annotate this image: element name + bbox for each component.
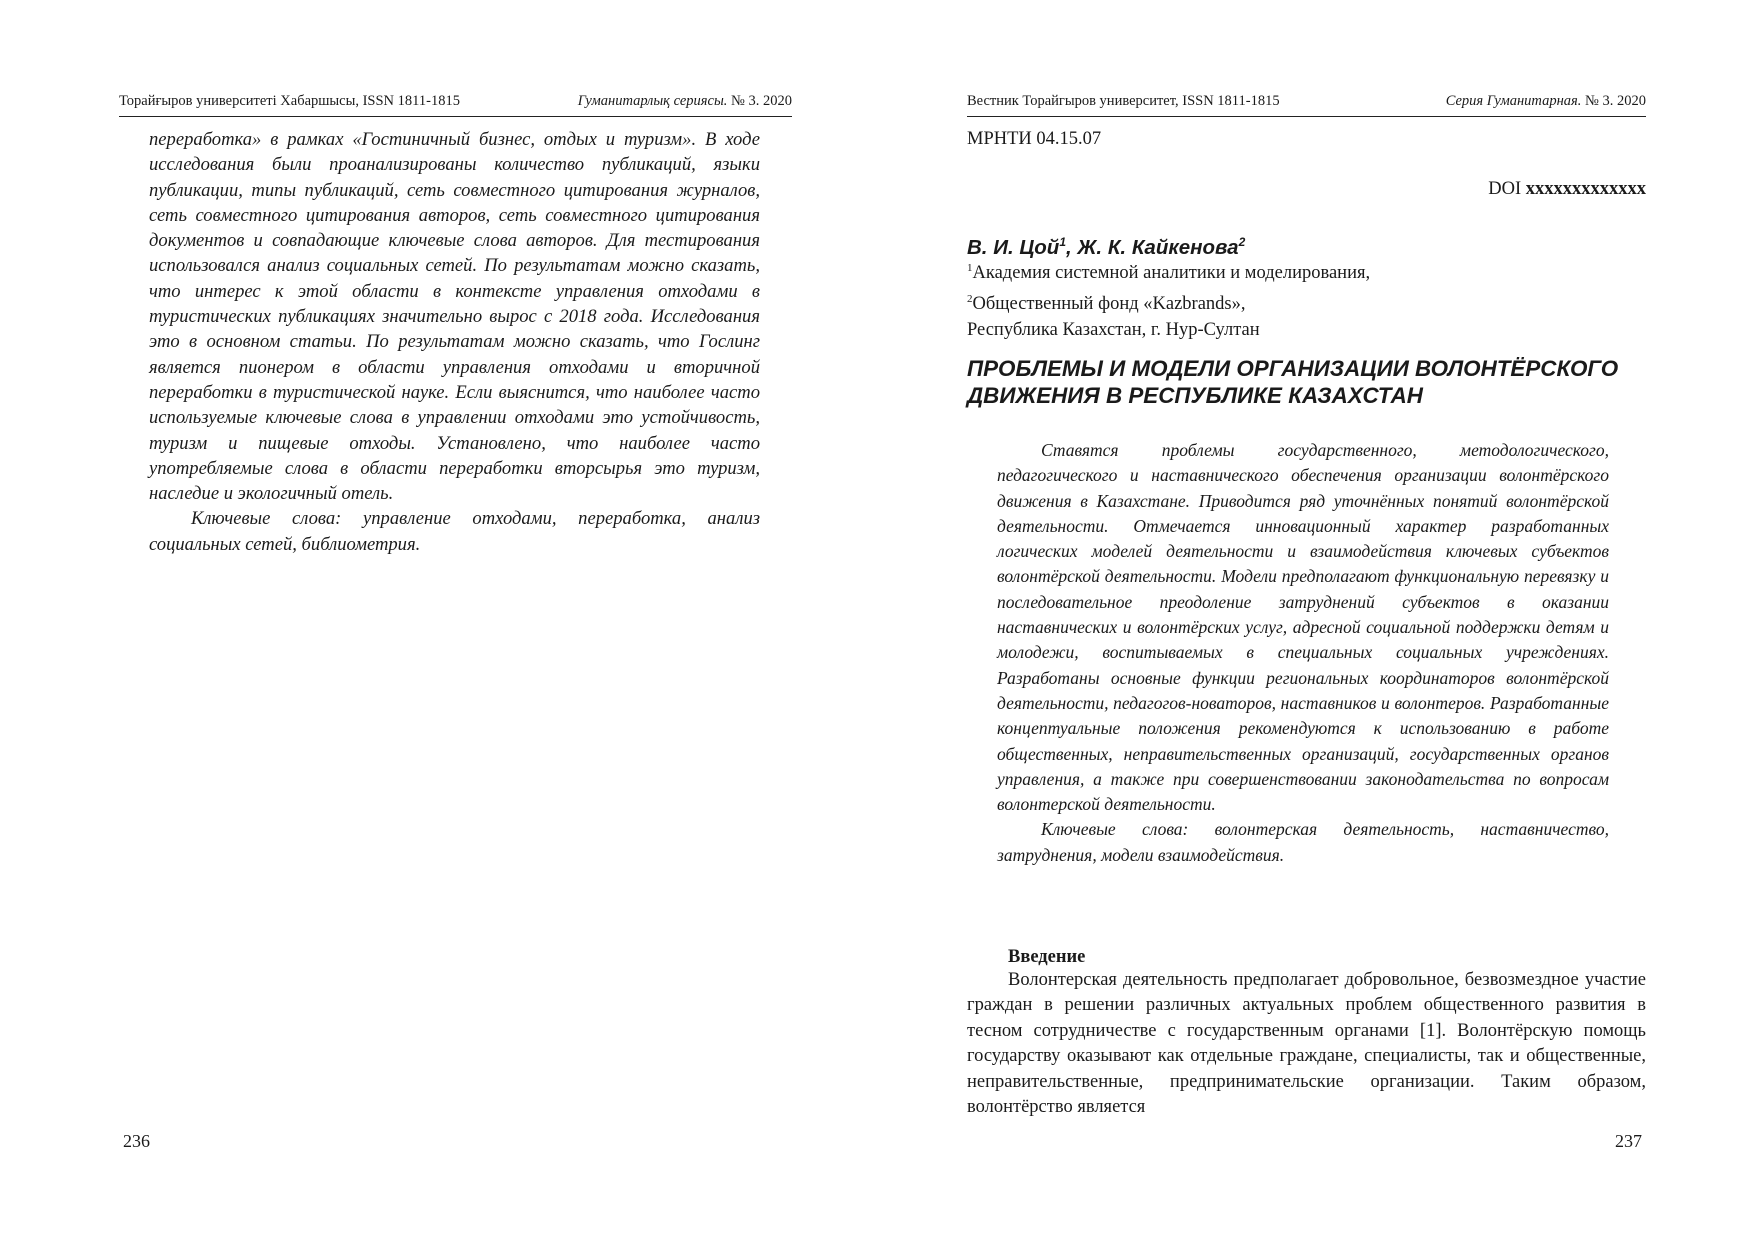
page-number: 236: [123, 1131, 150, 1151]
affiliation-line: [967, 317, 1370, 343]
paragraph: Волонтерская деятельность предполагает добровольное, безвозмездное участие граждан в решении различных актуальных проблем общественного развития в тесном сотрудничестве с государственным органами [1]. Волонтёрскую помощь государству оказывают как отдельные граждане, специалисты, так и общественные, неправительственные, предпринимательские организации. Таким образом, волонтёрство является: [967, 970, 1646, 1118]
running-header: [119, 92, 792, 117]
running-header: [967, 92, 1646, 117]
affiliation-text: Общественный фонд «Kazbrands»,: [972, 294, 1246, 315]
issue-number: № 3. 2020: [1585, 93, 1646, 109]
affiliation-mark: 2: [967, 293, 973, 306]
abstract-text: Ставятся проблемы государственного, методологического, педагогического и наставнического обеспечения организации волонтёрского движения в Казахстане. Приводится ряд уточнённых понятий волонтёрской деятельности. Отмечается инновационный характер разработанных логических моделей деятельности и взаимодействия ключевых субъектов волонтёрской деятельности. Модели предполагают функциональную перевязку и последовательное преодоление затруднений субъектов в оказании наставнических и волонтёрских услуг, адресной социальной поддержки детям и молодежи, воспитываемых в специальных социальных учреждениях. Разработаны основные функции региональных координаторов волонтёрской деятельности, педагогов-новаторов, наставников и волонтеров. Разработанные концептуальные положения рекомендуются к использованию в работе общественных, неправительственных организаций, государственных органов управления, а также при совершенствовании законодательства по вопросам волонтерской деятельности.: [997, 440, 1609, 815]
series-name: Гуманитарлық сериясы.: [577, 93, 728, 109]
journal-name: Торайғыров университеті Хабаршысы, ISSN 1811-1815: [119, 93, 460, 109]
author-separator: ,: [1066, 235, 1078, 259]
author-name: В. И. Цой: [967, 235, 1060, 259]
intro-body: [967, 968, 1646, 1120]
doi: [1488, 178, 1646, 200]
abstract: [997, 438, 1609, 868]
left-page: [0, 0, 874, 1241]
abstract-continuation: [149, 127, 760, 557]
udc-code: МРНТИ 04.15.07: [967, 129, 1102, 149]
page-number: 237: [1615, 1131, 1642, 1151]
affiliation-line: [967, 255, 1370, 286]
doi-label: DOI: [1488, 179, 1522, 199]
abstract-text: переработка» в рамках «Гостиничный бизнес, отдых и туризм». В ходе исследования были проанализированы количество публикаций, языки публикации, типы публикаций, сеть совместного цитирования журналов, сеть совместного цитирования авторов, сеть совместного цитирования документов и совпадающие ключевые слова авторов. Для тестирования использовался анализ социальных сетей. По результатам можно сказать, что интерес к этой области в контексте управления отходами в туристических публикациях значительно вырос с 2018 года. Исследования это в основном статьи. По результатам можно сказать, что Гослинг является пионером в области управления отходами и вторичной переработки в туристической науке. Если выяснится, что наиболее часто используемые ключевые слова в управлении отходами это устойчивость, туризм и пищевые отходы. Установлено, что наиболее часто употребляемые слова в области переработки вторсырья это туризм, наследие и экологичный отель.: [149, 129, 760, 505]
issue-number: № 3. 2020: [731, 93, 792, 109]
section-heading: Введение: [1008, 947, 1086, 967]
author-affiliation-mark: 1: [1059, 235, 1067, 249]
author-affiliation-mark: 2: [1238, 235, 1246, 249]
series-name: Серия Гуманитарная.: [1445, 93, 1582, 109]
right-page: [875, 0, 1749, 1241]
affiliation-mark: 1: [967, 262, 973, 274]
paper-title: ПРОБЛЕМЫ И МОДЕЛИ ОРГАНИЗАЦИИ ВОЛОНТЁРСКОГО ДВИЖЕНИЯ В РЕСПУБЛИКЕ КАЗАХСТАН: [967, 356, 1619, 408]
affiliation-text: Республика Казахстан, г. Нур-Султан: [967, 320, 1260, 341]
affiliations: [967, 255, 1370, 343]
doi-value: xxxxxxxxxxxxx: [1525, 179, 1646, 199]
issue-info: [578, 92, 792, 110]
affiliation-line: [967, 286, 1370, 317]
author-name: Ж. К. Кайкенова: [1077, 235, 1239, 259]
affiliation-text: Академия системной аналитики и моделирования,: [972, 263, 1371, 284]
journal-name: Вестник Торайгыров университет, ISSN 1811-1815: [967, 93, 1280, 109]
issue-info: [1446, 92, 1646, 110]
keywords: Ключевые слова: волонтерская деятельность, наставничество, затруднения, модели взаимодействия.: [997, 819, 1609, 865]
keywords: Ключевые слова: управление отходами, переработка, анализ социальных сетей, библиометрия.: [149, 508, 760, 555]
